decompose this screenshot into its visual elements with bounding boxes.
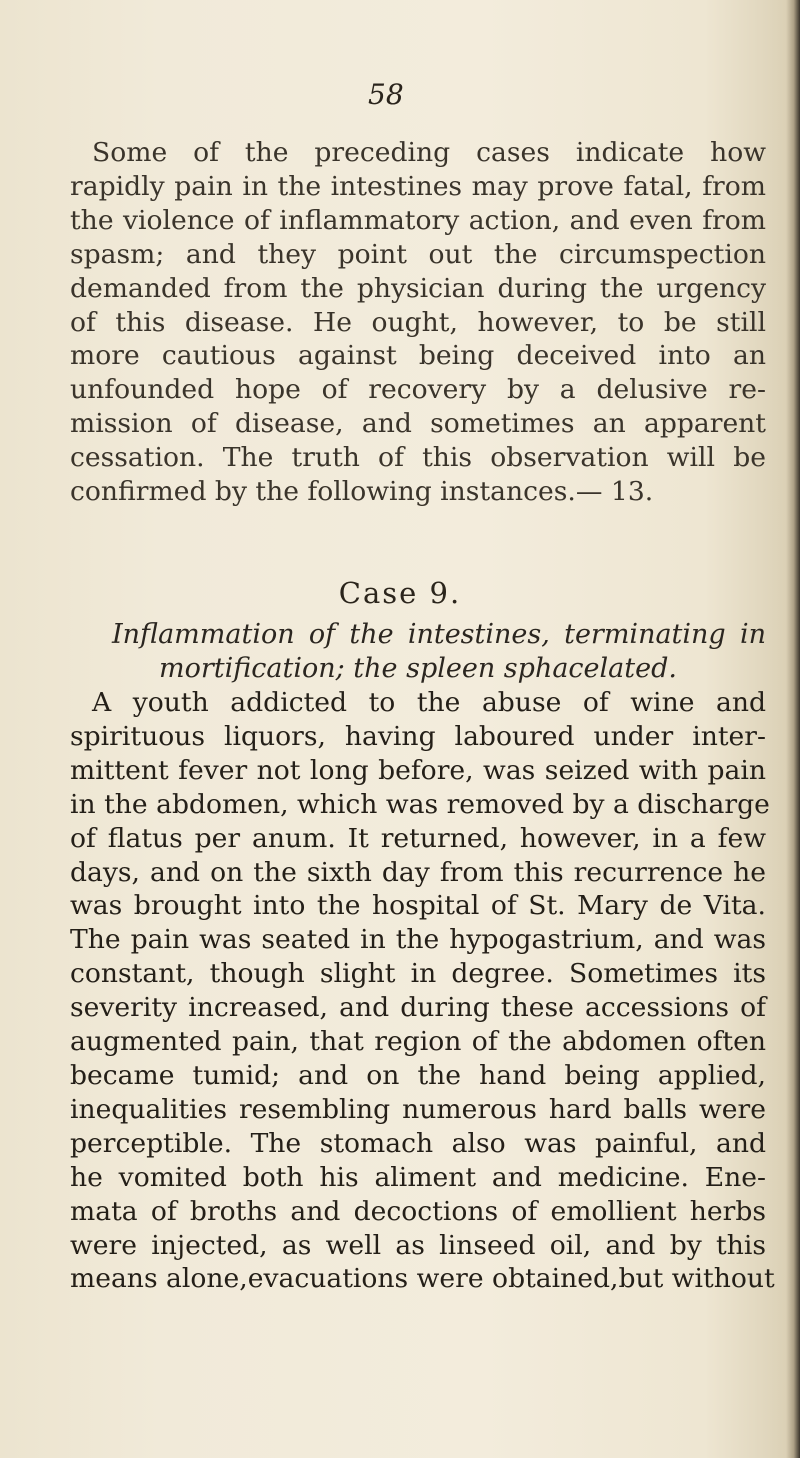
text-line: confirmed by the following instances.— 13.: [70, 476, 654, 508]
intro-paragraph: [70, 136, 766, 509]
text-line: The pain was seated in the hypogastrium, and was: [70, 924, 766, 956]
text-line: mittent fever not long before, was seized with pain: [70, 754, 766, 786]
text-line: perceptible. The stomach also was painful, and: [70, 1127, 766, 1159]
text-line: of this disease. He ought, however, to be still: [70, 306, 766, 338]
text-line: severity increased, and during these accessions of: [70, 992, 766, 1024]
text-line: demanded from the physician during the urgency: [70, 272, 766, 304]
text-line: constant, though slight in degree. Sometimes its: [70, 958, 766, 990]
text-line: augmented pain, that region of the abdomen often: [70, 1026, 766, 1058]
text-line: A youth addicted to the abuse of wine and: [92, 687, 766, 718]
page-edge-shadow: [786, 0, 800, 1458]
text-line: were injected, as well as linseed oil, and by this: [70, 1229, 766, 1261]
text-line: Some of the preceding cases indicate how: [92, 137, 766, 168]
case-title: [70, 618, 766, 686]
text-line: the violence of inflammatory action, and even from: [70, 204, 766, 236]
text-line: he vomited both his aliment and medicine. Ene-: [70, 1161, 766, 1193]
text-line: means alone,evacuations were obtained,but without: [70, 1263, 775, 1295]
text-line: became tumid; and on the hand being applied,: [70, 1059, 766, 1091]
case-title-line: Inflammation of the intestines, terminating in: [112, 619, 766, 650]
case-body-paragraph: [70, 686, 775, 1296]
text-line: in the abdomen, which was removed by a discharge: [70, 788, 770, 820]
page-number: 58: [368, 78, 404, 111]
text-line: cessation. The truth of this observation will be: [70, 442, 766, 474]
text-line: spasm; and they point out the circumspection: [70, 238, 766, 270]
text-line: was brought into the hospital of St. Mary de Vita.: [70, 890, 766, 922]
text-line: rapidly pain in the intestines may prove fatal, from: [70, 170, 766, 202]
text-line: spirituous liquors, having laboured under inter-: [70, 720, 766, 752]
text-line: inequalities resembling numerous hard balls were: [70, 1093, 766, 1125]
text-line: mata of broths and decoctions of emollient herbs: [70, 1195, 766, 1227]
text-line: more cautious against being deceived into an: [70, 340, 766, 372]
text-line: days, and on the sixth day from this recurrence he: [70, 856, 766, 888]
case-heading: Case 9.: [338, 576, 462, 610]
text-line: of flatus per anum. It returned, however, in a few: [70, 822, 766, 854]
text-line: mission of disease, and sometimes an apparent: [70, 408, 766, 440]
text-line: unfounded hope of recovery by a delusive re-: [70, 374, 766, 406]
case-title-line: mortification; the spleen sphacelated.: [159, 653, 677, 684]
